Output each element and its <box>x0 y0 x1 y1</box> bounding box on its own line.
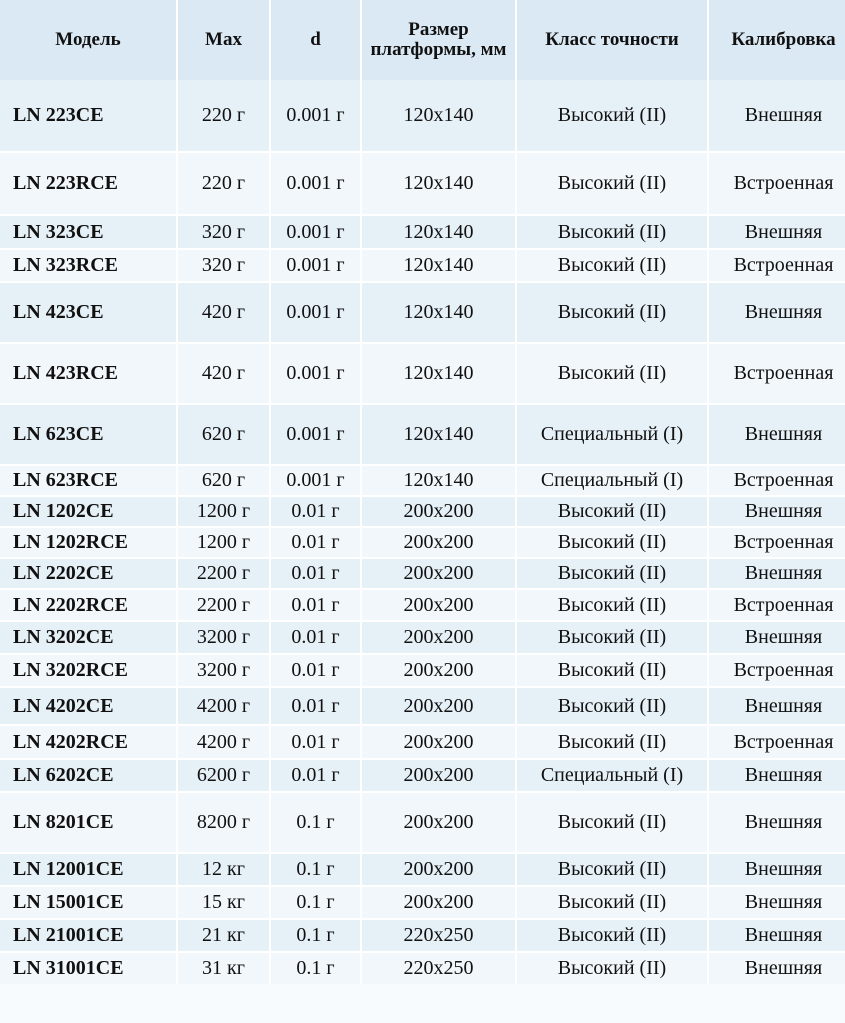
header-max: Max <box>178 0 271 80</box>
d-cell: 0.01 г <box>271 724 362 758</box>
class-cell: Высокий (II) <box>517 557 709 588</box>
table-body <box>0 80 845 984</box>
d-cell: 0.01 г <box>271 758 362 791</box>
max-cell: 4200 г <box>178 686 271 724</box>
max-cell: 420 г <box>178 281 271 342</box>
max-cell: 420 г <box>178 342 271 403</box>
calibration-cell: Встроенная <box>709 151 845 214</box>
model-cell: LN 2202CE <box>0 557 178 588</box>
table-row <box>0 281 845 342</box>
max-cell: 620 г <box>178 464 271 495</box>
class-cell: Высокий (II) <box>517 951 709 984</box>
table-row <box>0 526 845 557</box>
header-model: Модель <box>0 0 178 80</box>
class-cell: Высокий (II) <box>517 248 709 281</box>
platform-cell: 120х140 <box>362 403 517 464</box>
model-cell: LN 6202CE <box>0 758 178 791</box>
header-d: d <box>271 0 362 80</box>
table-row <box>0 151 845 214</box>
header-accuracy-class: Класс точности <box>517 0 709 80</box>
calibration-cell: Встроенная <box>709 342 845 403</box>
d-cell: 0.01 г <box>271 495 362 526</box>
max-cell: 4200 г <box>178 724 271 758</box>
table-row <box>0 758 845 791</box>
model-cell: LN 12001CE <box>0 852 178 885</box>
d-cell: 0.1 г <box>271 951 362 984</box>
d-cell: 0.001 г <box>271 214 362 248</box>
platform-cell: 220х250 <box>362 951 517 984</box>
platform-cell: 200х200 <box>362 557 517 588</box>
model-cell: LN 323CE <box>0 214 178 248</box>
max-cell: 320 г <box>178 214 271 248</box>
table-row <box>0 403 845 464</box>
platform-cell: 200х200 <box>362 724 517 758</box>
calibration-cell: Внешняя <box>709 852 845 885</box>
max-cell: 2200 г <box>178 557 271 588</box>
max-cell: 6200 г <box>178 758 271 791</box>
class-cell: Высокий (II) <box>517 686 709 724</box>
class-cell: Высокий (II) <box>517 852 709 885</box>
d-cell: 0.001 г <box>271 248 362 281</box>
calibration-cell: Внешняя <box>709 281 845 342</box>
calibration-cell: Внешняя <box>709 495 845 526</box>
class-cell: Специальный (I) <box>517 464 709 495</box>
d-cell: 0.01 г <box>271 620 362 653</box>
model-cell: LN 3202CE <box>0 620 178 653</box>
max-cell: 12 кг <box>178 852 271 885</box>
table-row <box>0 852 845 885</box>
class-cell: Высокий (II) <box>517 214 709 248</box>
platform-cell: 200х200 <box>362 588 517 620</box>
max-cell: 8200 г <box>178 791 271 852</box>
d-cell: 0.001 г <box>271 80 362 151</box>
table-row <box>0 620 845 653</box>
d-cell: 0.01 г <box>271 557 362 588</box>
platform-cell: 200х200 <box>362 653 517 686</box>
max-cell: 220 г <box>178 80 271 151</box>
table-row <box>0 464 845 495</box>
d-cell: 0.001 г <box>271 464 362 495</box>
table-row <box>0 724 845 758</box>
calibration-cell: Внешняя <box>709 214 845 248</box>
d-cell: 0.1 г <box>271 918 362 951</box>
calibration-cell: Внешняя <box>709 557 845 588</box>
calibration-cell: Внешняя <box>709 686 845 724</box>
platform-cell: 200х200 <box>362 852 517 885</box>
class-cell: Высокий (II) <box>517 791 709 852</box>
table-row <box>0 791 845 852</box>
d-cell: 0.01 г <box>271 526 362 557</box>
platform-cell: 200х200 <box>362 758 517 791</box>
platform-cell: 200х200 <box>362 686 517 724</box>
model-cell: LN 623RCE <box>0 464 178 495</box>
table-row <box>0 214 845 248</box>
model-cell: LN 4202RCE <box>0 724 178 758</box>
calibration-cell: Внешняя <box>709 620 845 653</box>
platform-cell: 120х140 <box>362 464 517 495</box>
model-cell: LN 623CE <box>0 403 178 464</box>
table-row <box>0 557 845 588</box>
d-cell: 0.01 г <box>271 653 362 686</box>
class-cell: Специальный (I) <box>517 758 709 791</box>
max-cell: 1200 г <box>178 495 271 526</box>
table-row <box>0 885 845 918</box>
calibration-cell: Внешняя <box>709 951 845 984</box>
table-row <box>0 80 845 151</box>
table-row <box>0 588 845 620</box>
class-cell: Высокий (II) <box>517 724 709 758</box>
d-cell: 0.1 г <box>271 852 362 885</box>
platform-cell: 120х140 <box>362 342 517 403</box>
table-row <box>0 248 845 281</box>
class-cell: Высокий (II) <box>517 342 709 403</box>
platform-cell: 120х140 <box>362 248 517 281</box>
model-cell: LN 21001CE <box>0 918 178 951</box>
model-cell: LN 423RCE <box>0 342 178 403</box>
calibration-cell: Внешняя <box>709 885 845 918</box>
max-cell: 15 кг <box>178 885 271 918</box>
class-cell: Высокий (II) <box>517 80 709 151</box>
d-cell: 0.01 г <box>271 588 362 620</box>
model-cell: LN 223RCE <box>0 151 178 214</box>
max-cell: 320 г <box>178 248 271 281</box>
table-row <box>0 653 845 686</box>
model-cell: LN 223CE <box>0 80 178 151</box>
d-cell: 0.1 г <box>271 791 362 852</box>
table-header-row <box>0 0 845 80</box>
max-cell: 220 г <box>178 151 271 214</box>
model-cell: LN 15001CE <box>0 885 178 918</box>
model-cell: LN 3202RCE <box>0 653 178 686</box>
calibration-cell: Внешняя <box>709 791 845 852</box>
calibration-cell: Внешняя <box>709 758 845 791</box>
calibration-cell: Встроенная <box>709 248 845 281</box>
class-cell: Высокий (II) <box>517 526 709 557</box>
max-cell: 3200 г <box>178 653 271 686</box>
class-cell: Высокий (II) <box>517 495 709 526</box>
max-cell: 31 кг <box>178 951 271 984</box>
class-cell: Специальный (I) <box>517 403 709 464</box>
header-calibration: Калибровка <box>709 0 845 80</box>
class-cell: Высокий (II) <box>517 281 709 342</box>
d-cell: 0.001 г <box>271 281 362 342</box>
table-row <box>0 951 845 984</box>
model-cell: LN 4202CE <box>0 686 178 724</box>
table-row <box>0 918 845 951</box>
table-row <box>0 342 845 403</box>
platform-cell: 200х200 <box>362 791 517 852</box>
platform-cell: 120х140 <box>362 151 517 214</box>
calibration-cell: Встроенная <box>709 724 845 758</box>
max-cell: 21 кг <box>178 918 271 951</box>
platform-cell: 200х200 <box>362 885 517 918</box>
table-row <box>0 686 845 724</box>
d-cell: 0.1 г <box>271 885 362 918</box>
model-cell: LN 2202RCE <box>0 588 178 620</box>
platform-cell: 200х200 <box>362 526 517 557</box>
model-cell: LN 8201CE <box>0 791 178 852</box>
calibration-cell: Внешняя <box>709 403 845 464</box>
calibration-cell: Внешняя <box>709 918 845 951</box>
header-platform-size: Размер платформы, мм <box>362 0 517 80</box>
calibration-cell: Встроенная <box>709 653 845 686</box>
model-cell: LN 31001CE <box>0 951 178 984</box>
calibration-cell: Встроенная <box>709 588 845 620</box>
d-cell: 0.001 г <box>271 342 362 403</box>
platform-cell: 120х140 <box>362 214 517 248</box>
d-cell: 0.001 г <box>271 151 362 214</box>
class-cell: Высокий (II) <box>517 885 709 918</box>
max-cell: 1200 г <box>178 526 271 557</box>
class-cell: Высокий (II) <box>517 588 709 620</box>
calibration-cell: Встроенная <box>709 464 845 495</box>
calibration-cell: Внешняя <box>709 80 845 151</box>
model-cell: LN 1202RCE <box>0 526 178 557</box>
table-row <box>0 495 845 526</box>
d-cell: 0.01 г <box>271 686 362 724</box>
max-cell: 3200 г <box>178 620 271 653</box>
model-cell: LN 323RCE <box>0 248 178 281</box>
class-cell: Высокий (II) <box>517 653 709 686</box>
platform-cell: 220х250 <box>362 918 517 951</box>
model-cell: LN 423CE <box>0 281 178 342</box>
platform-cell: 120х140 <box>362 281 517 342</box>
max-cell: 620 г <box>178 403 271 464</box>
class-cell: Высокий (II) <box>517 620 709 653</box>
platform-cell: 200х200 <box>362 495 517 526</box>
model-cell: LN 1202CE <box>0 495 178 526</box>
class-cell: Высокий (II) <box>517 918 709 951</box>
d-cell: 0.001 г <box>271 403 362 464</box>
max-cell: 2200 г <box>178 588 271 620</box>
platform-cell: 120х140 <box>362 80 517 151</box>
calibration-cell: Встроенная <box>709 526 845 557</box>
platform-cell: 200х200 <box>362 620 517 653</box>
class-cell: Высокий (II) <box>517 151 709 214</box>
